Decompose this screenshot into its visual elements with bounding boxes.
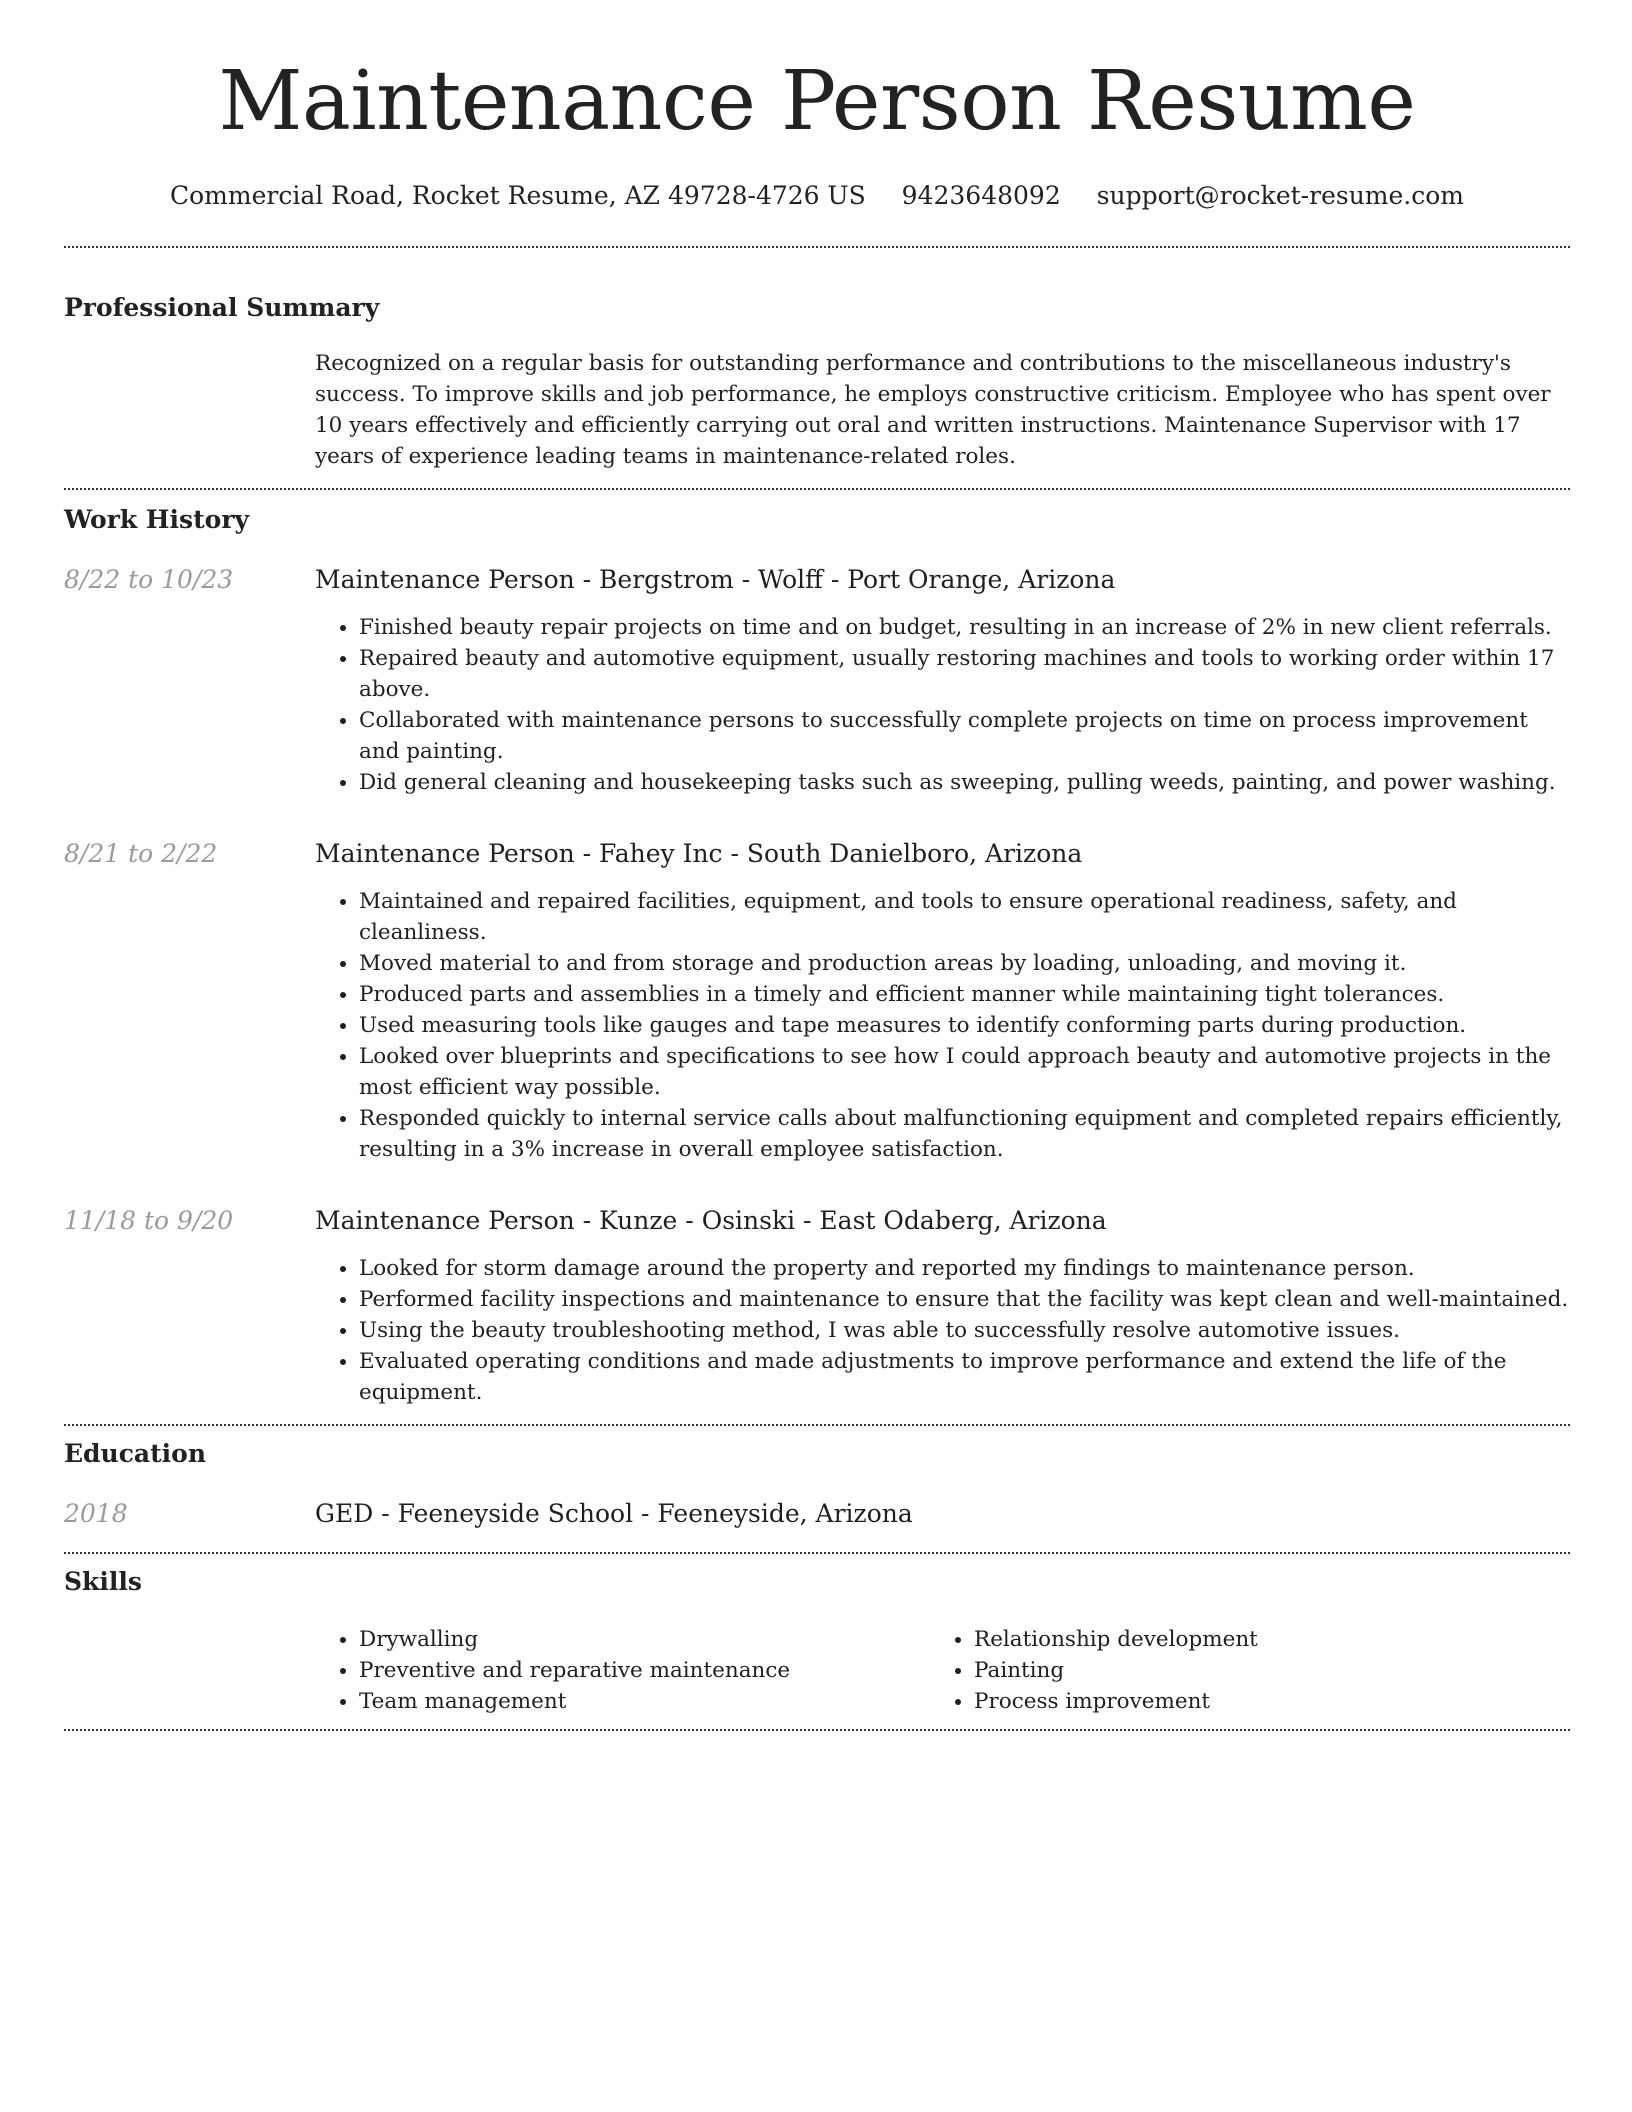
job-bullets bbox=[315, 612, 1570, 798]
resume-page bbox=[64, 0, 1570, 1731]
list-item: • Repaired beauty and automotive equipment, usually restoring machines and tools to working order within 17 above. bbox=[359, 643, 1570, 705]
list-item: • Moved material to and from storage and production areas by loading, unloading, and moving it. bbox=[359, 948, 1570, 979]
education-entry bbox=[64, 1498, 1570, 1530]
section-heading-skills: Skills bbox=[64, 1567, 142, 1596]
divider bbox=[64, 1424, 1570, 1426]
education-date: 2018 bbox=[64, 1499, 128, 1528]
list-item: • Looked over blueprints and specifications to see how I could approach beauty and automotive projects in the most efficient way possible. bbox=[359, 1041, 1570, 1103]
summary-section bbox=[64, 292, 1570, 488]
skills-column-left bbox=[315, 1624, 930, 1717]
skill-item: • Drywalling bbox=[359, 1624, 930, 1655]
contact-email: support@rocket-resume.com bbox=[1096, 181, 1464, 210]
job-bullets bbox=[315, 1253, 1570, 1408]
list-item: • Maintained and repaired facilities, equipment, and tools to ensure operational readiness, safety, and cleanliness. bbox=[359, 886, 1570, 948]
job-date: 11/18 to 9/20 bbox=[64, 1206, 234, 1235]
work-history-section bbox=[64, 504, 1570, 1408]
skills-section bbox=[64, 1566, 1570, 1729]
skill-item: • Preventive and reparative maintenance bbox=[359, 1655, 930, 1686]
contact-address: Commercial Road, Rocket Resume, AZ 49728-4726 US bbox=[169, 181, 866, 210]
list-item: • Performed facility inspections and maintenance to ensure that the facility was kept clean and well-maintained. bbox=[359, 1284, 1570, 1315]
education-section bbox=[64, 1438, 1570, 1530]
divider bbox=[64, 488, 1570, 490]
divider bbox=[64, 1552, 1570, 1554]
list-item: • Looked for storm damage around the property and reported my findings to maintenance person. bbox=[359, 1253, 1570, 1284]
summary-text: Recognized on a regular basis for outstanding performance and contributions to the miscellaneous industry's success. To improve skills and job performance, he employs constructive criticism. Employee who has spent over 10 years effectively and efficiently carrying out oral and written instructions. Maintenance Supervisor with 17 years of experience leading teams in maintenance-related roles. bbox=[315, 351, 1551, 469]
list-item: • Finished beauty repair projects on time and on budget, resulting in an increase of 2% in new client referrals. bbox=[359, 612, 1570, 643]
contact-line bbox=[64, 180, 1570, 212]
list-item: • Responded quickly to internal service calls about malfunctioning equipment and completed repairs efficiently, resulting in a 3% increase in overall employee satisfaction. bbox=[359, 1103, 1570, 1165]
section-heading-education: Education bbox=[64, 1439, 207, 1468]
education-title: GED - Feeneyside School - Feeneyside, Arizona bbox=[315, 1499, 913, 1528]
job-bullets bbox=[315, 886, 1570, 1165]
list-item: • Evaluated operating conditions and made adjustments to improve performance and extend the life of the equipment. bbox=[359, 1346, 1570, 1408]
divider bbox=[64, 1729, 1570, 1731]
skill-item: • Process improvement bbox=[974, 1686, 1545, 1717]
section-heading-work: Work History bbox=[64, 505, 250, 534]
skills-grid bbox=[315, 1624, 1570, 1729]
job-title: Maintenance Person - Kunze - Osinski - East Odaberg, Arizona bbox=[315, 1206, 1107, 1235]
skill-item: • Painting bbox=[974, 1655, 1545, 1686]
divider bbox=[64, 246, 1570, 248]
job-entry bbox=[64, 564, 1570, 798]
list-item: • Did general cleaning and housekeeping tasks such as sweeping, pulling weeds, painting, and power washing. bbox=[359, 767, 1570, 798]
skills-list bbox=[930, 1624, 1545, 1717]
job-title: Maintenance Person - Fahey Inc - South Danielboro, Arizona bbox=[315, 839, 1083, 868]
job-entry bbox=[64, 838, 1570, 1165]
page-title: Maintenance Person Resume bbox=[218, 54, 1416, 149]
contact-phone: 9423648092 bbox=[901, 181, 1061, 210]
list-item: • Using the beauty troubleshooting method, I was able to successfully resolve automotive issues. bbox=[359, 1315, 1570, 1346]
skills-list bbox=[315, 1624, 930, 1717]
job-date: 8/21 to 2/22 bbox=[64, 839, 218, 868]
job-title: Maintenance Person - Bergstrom - Wolff - Port Orange, Arizona bbox=[315, 565, 1116, 594]
list-item: • Used measuring tools like gauges and tape measures to identify conforming parts during production. bbox=[359, 1010, 1570, 1041]
job-date: 8/22 to 10/23 bbox=[64, 565, 234, 594]
skills-column-right bbox=[930, 1624, 1545, 1717]
skill-item: • Relationship development bbox=[974, 1624, 1545, 1655]
job-entry bbox=[64, 1205, 1570, 1408]
section-heading-summary: Professional Summary bbox=[64, 293, 380, 322]
skill-item: • Team management bbox=[359, 1686, 930, 1717]
list-item: • Collaborated with maintenance persons to successfully complete projects on time on process improvement and painting. bbox=[359, 705, 1570, 767]
list-item: • Produced parts and assemblies in a timely and efficient manner while maintaining tight tolerances. bbox=[359, 979, 1570, 1010]
